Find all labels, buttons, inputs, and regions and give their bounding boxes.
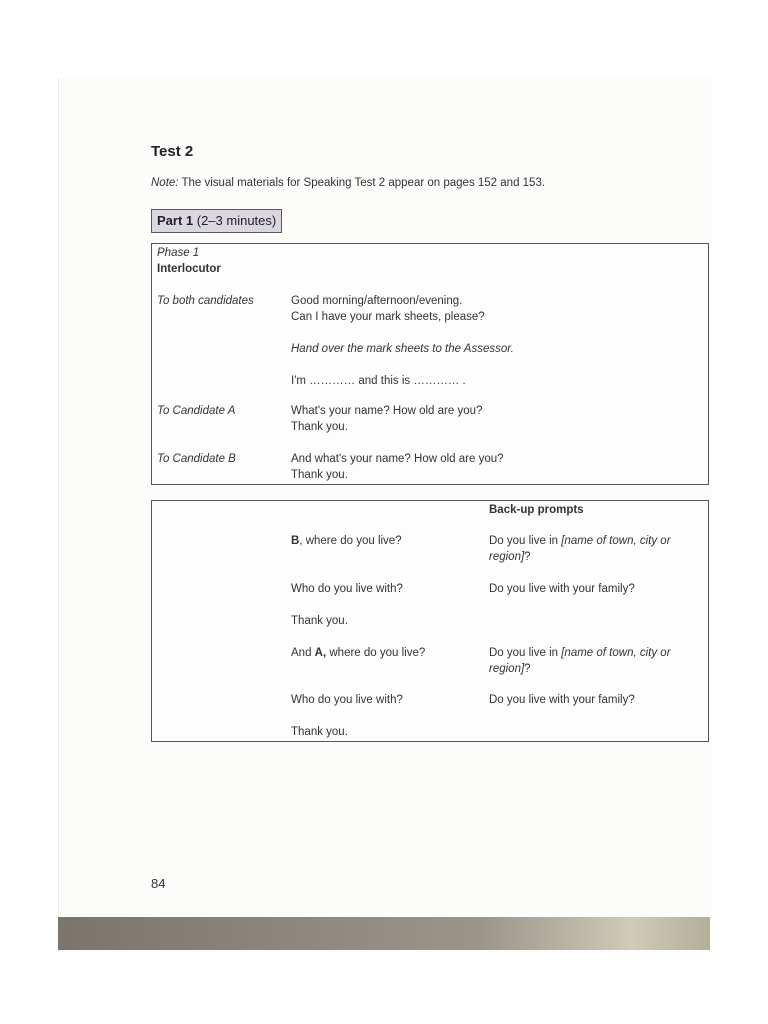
note-label: Note:: [151, 177, 179, 189]
script-line: I'm ………… and this is ………… .: [291, 375, 466, 387]
instruction-line: Hand over the mark sheets to the Assessor.: [291, 343, 514, 355]
note-line: [151, 177, 545, 189]
backup-prompt: [489, 661, 531, 677]
backup-prompt: Do you live with your family?: [489, 694, 635, 706]
question-line: Who do you live with?: [291, 583, 403, 595]
prompt-text: Do you live in: [489, 647, 562, 659]
question-line: Who do you live with?: [291, 694, 403, 706]
prompt-italic: [name of town, city or: [561, 647, 671, 659]
phase1-box: [151, 243, 709, 485]
script-line: Thank you.: [291, 421, 348, 433]
interlocutor-label: Interlocutor: [157, 263, 221, 275]
script-line: Good morning/afternoon/evening.: [291, 295, 463, 307]
backup-prompt: [489, 533, 671, 549]
backup-prompts-header: Back-up prompts: [489, 504, 584, 516]
prompt-italic: region]: [489, 663, 525, 675]
prompts-box: [151, 500, 709, 742]
thanks-line: Thank you.: [291, 726, 348, 738]
who-candidate-b: To Candidate B: [157, 453, 236, 465]
prompt-text: ?: [524, 663, 531, 675]
thanks-line: Thank you.: [291, 615, 348, 627]
candidate-b-bold: B: [291, 535, 300, 547]
prompt-text: ?: [524, 551, 531, 563]
question-line: [291, 645, 425, 661]
backup-prompt: Do you live with your family?: [489, 583, 635, 595]
note-text: The visual materials for Speaking Test 2 appear on pages 152 and 153.: [178, 177, 546, 189]
part-heading: [151, 209, 282, 233]
script-line: What's your name? How old are you?: [291, 405, 483, 417]
page-number: 84: [151, 876, 166, 891]
prompt-italic: [name of town, city or: [561, 535, 671, 547]
prompt-text: Do you live in: [489, 535, 562, 547]
who-both-candidates: To both candidates: [157, 295, 254, 307]
script-line: And what's your name? How old are you?: [291, 453, 504, 465]
test-title: Test 2: [151, 143, 194, 160]
part-duration: (2–3 minutes): [193, 213, 277, 228]
question-text: , where do you live?: [299, 535, 402, 547]
phase-label: Phase 1: [157, 247, 200, 259]
backup-prompt: [489, 549, 531, 565]
candidate-a-bold: A,: [314, 647, 327, 659]
who-candidate-a: To Candidate A: [157, 405, 236, 417]
footer-bar: [58, 917, 710, 950]
question-text: where do you live?: [326, 647, 426, 659]
prompt-italic: region]: [489, 551, 525, 563]
script-line: Thank you.: [291, 469, 348, 481]
question-line: [291, 533, 402, 549]
backup-prompt: [489, 645, 671, 661]
question-text: And: [291, 647, 315, 659]
part-label: Part 1: [157, 213, 194, 228]
script-line: Can I have your mark sheets, please?: [291, 311, 485, 323]
